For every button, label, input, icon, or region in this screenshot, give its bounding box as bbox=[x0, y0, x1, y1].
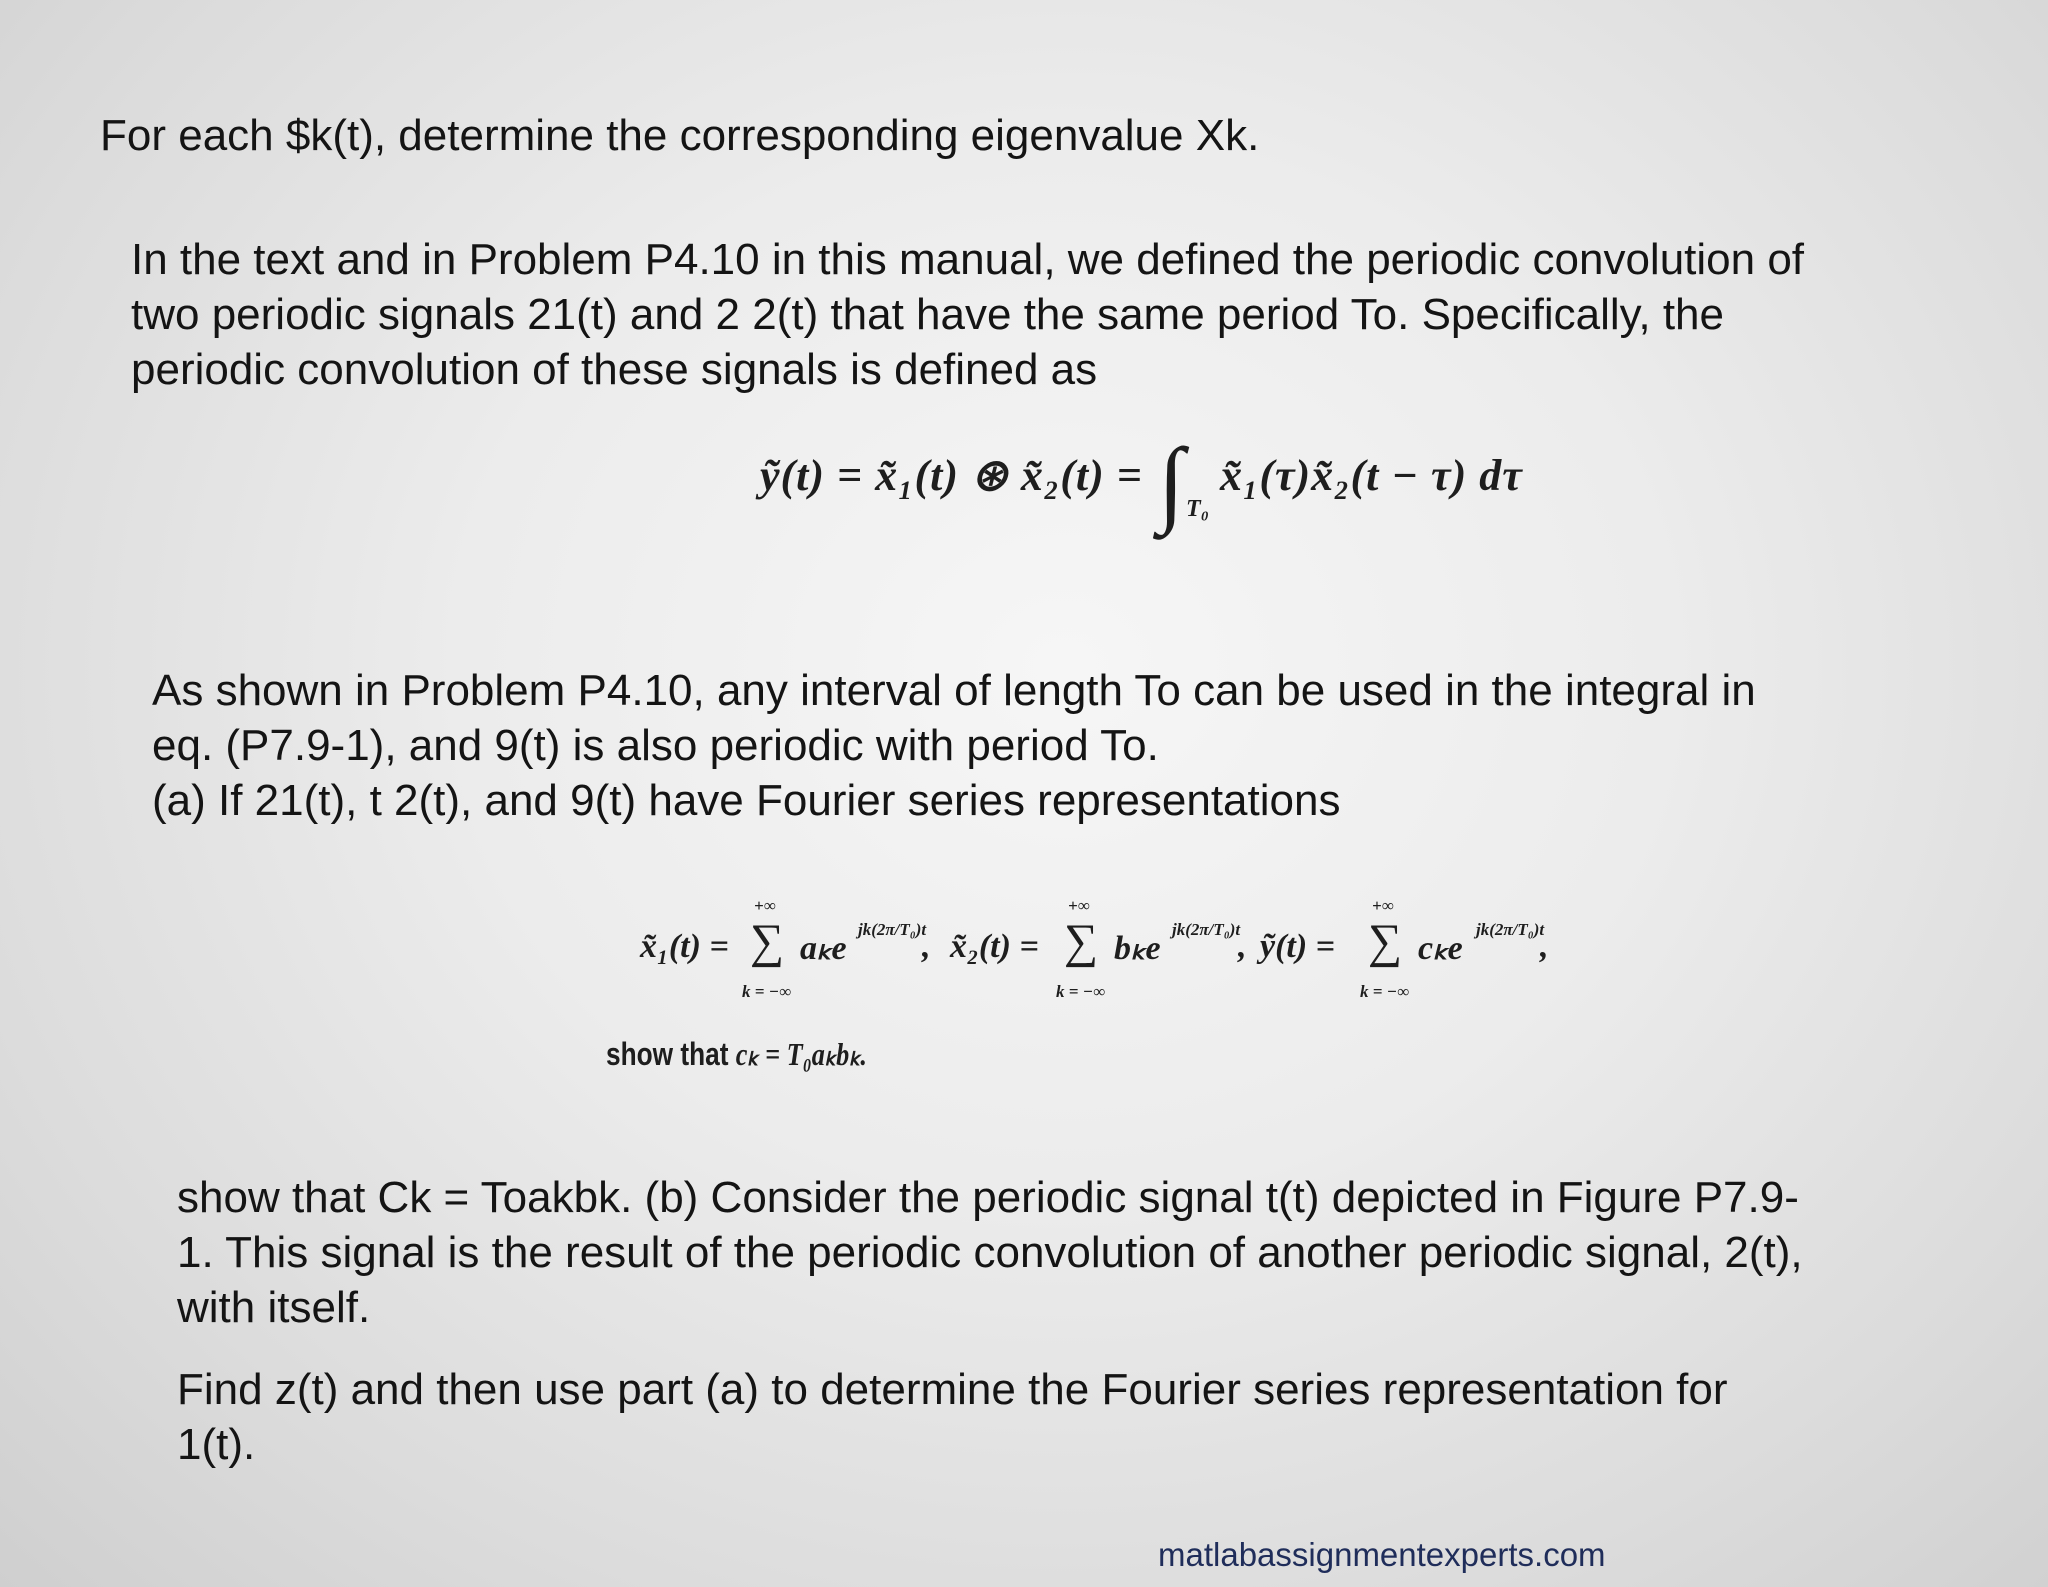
sum-x2-coef: bₖe bbox=[1114, 930, 1161, 967]
sum-x1-lhs: x̃₁(t) = bbox=[640, 928, 729, 965]
paragraph-interval: As shown in Problem P4.10, any interval of length To can be used in the integral in eq. (P7.9-1), and 9(t) is also periodic with period To. (a) If 21(t), t 2(t), and 9(t) have Fourier series representations bbox=[152, 666, 1756, 825]
sum-x1-sigma: ∑ bbox=[750, 915, 785, 968]
equation-show-that bbox=[606, 1035, 867, 1073]
sum-y-sigma: ∑ bbox=[1368, 915, 1403, 968]
paragraph-definition: In the text and in Problem P4.10 in this manual, we defined the periodic convolution of two periodic signals 21(t) and 2 2(t) that have the same period To. Specifically, the periodic convolution of these signals is defined as bbox=[131, 235, 1805, 394]
sum-x2-exponent: jk(2π/T₀)t bbox=[1172, 920, 1241, 939]
equation1-integrand: x̃₁(τ)x̃₂(t − τ) dτ bbox=[1220, 451, 1523, 500]
sum-y-upper: +∞ bbox=[1372, 896, 1394, 915]
sum-y-lhs: ỹ(t) = bbox=[1260, 928, 1336, 965]
sum-x1-coef: aₖe bbox=[800, 930, 847, 967]
sum-x1-exponent: jk(2π/T₀)t bbox=[858, 920, 927, 939]
sum-x1-upper: +∞ bbox=[754, 896, 776, 915]
sum-x2-sigma: ∑ bbox=[1064, 915, 1099, 968]
integral-sign: ∫ bbox=[1158, 428, 1185, 535]
sum-y-exponent: jk(2π/T₀)t bbox=[1476, 920, 1545, 939]
paragraph-find: Find z(t) and then use part (a) to determine the Fourier series representation for 1(t). bbox=[177, 1365, 1728, 1469]
sum-y-lower: k = −∞ bbox=[1360, 982, 1410, 1001]
equation3-formula: cₖ = T₀aₖbₖ. bbox=[735, 1036, 867, 1072]
sum-x1-tail: , bbox=[922, 928, 931, 965]
sum-y-coef: cₖe bbox=[1418, 930, 1463, 967]
equation1-lhs: ỹ(t) = x̃₁(t) ⊛ x̃₂(t) = bbox=[760, 451, 1143, 500]
sum-x1-lower: k = −∞ bbox=[742, 982, 792, 1001]
footer-website: matlabassignmentexperts.com bbox=[1158, 1536, 1606, 1573]
equation3-prefix: show that bbox=[606, 1036, 729, 1072]
equation-fourier-series bbox=[640, 890, 1549, 1001]
sum-x2-upper: +∞ bbox=[1068, 896, 1090, 915]
equation-periodic-convolution bbox=[760, 428, 1523, 535]
sum-x2-lhs: x̃₂(t) = bbox=[950, 928, 1039, 965]
paragraph-part-b: show that Ck = Toakbk. (b) Consider the periodic signal t(t) depicted in Figure P7.9- 1. This signal is the result of the periodic convolution of another periodic signal, 2(t), with itself. bbox=[177, 1173, 1803, 1332]
integral-limit: T₀ bbox=[1186, 496, 1210, 522]
intro-line: For each $k(t), determine the corresponding eigenvalue Xk. bbox=[100, 111, 1260, 160]
sum-x2-lower: k = −∞ bbox=[1056, 982, 1106, 1001]
sum-y-tail: , bbox=[1540, 928, 1549, 965]
sum-x2-tail: , bbox=[1238, 928, 1247, 965]
